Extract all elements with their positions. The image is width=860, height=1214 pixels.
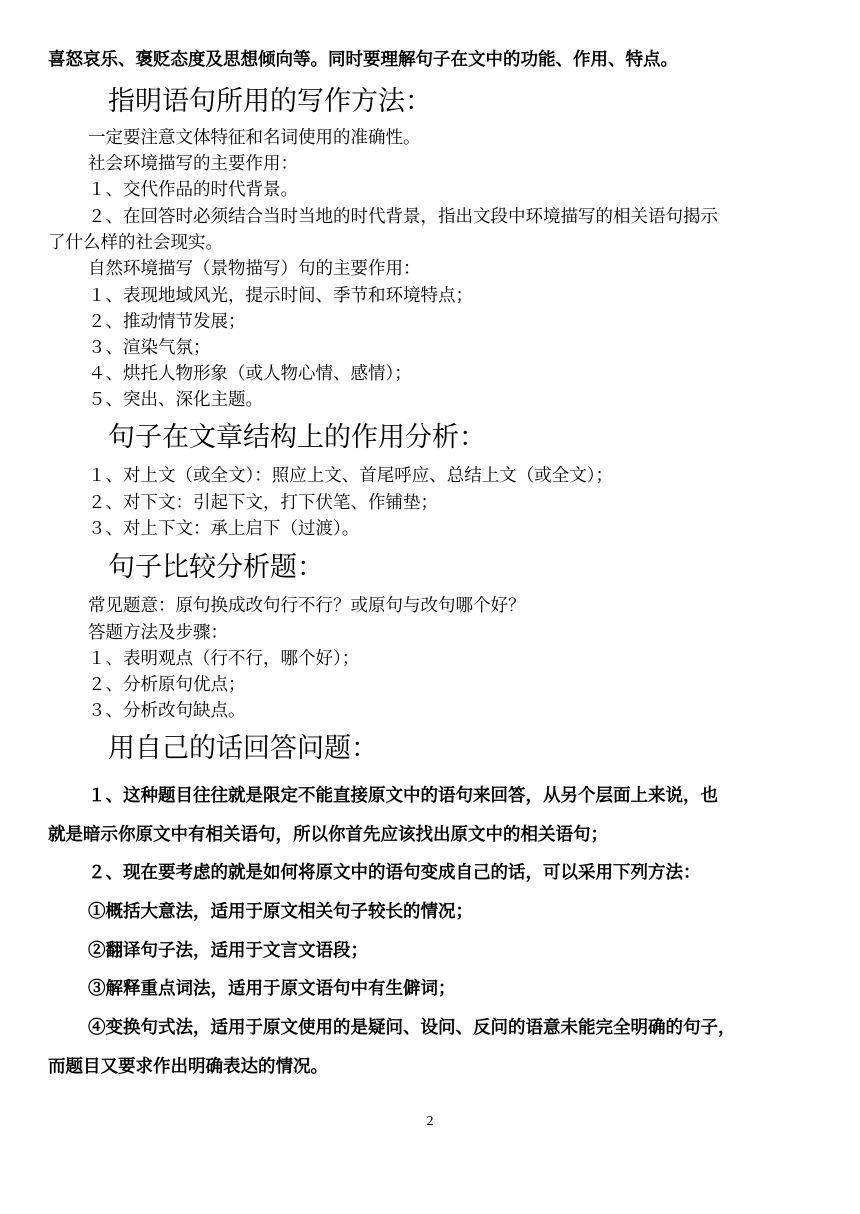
text-line: 答题方法及步骤：: [88, 623, 228, 643]
text-line: ５、突出、深化主题。: [88, 390, 263, 410]
text-line: ２、分析原句优点；: [88, 675, 246, 695]
text-line: 常见题意：原句换成改句行不行？或原句与改句哪个好？: [88, 596, 526, 616]
text-line: ２、对下文：引起下文，打下伏笔、作铺垫；: [88, 493, 438, 513]
text-line: 自然环境描写（景物描写）句的主要作用：: [88, 259, 421, 279]
intro-line: 喜怒哀乐、褒贬态度及思想倾向等。同时要理解句子在文中的功能、作用、特点。: [48, 50, 678, 70]
page-number: 2: [426, 1114, 434, 1129]
text-line: ③解释重点词法，适用于原文语句中有生僻词；: [88, 979, 456, 999]
section-heading-own-words: 用自己的话回答问题：: [108, 733, 378, 764]
text-line: ３、对上下文：承上启下（过渡）。: [88, 519, 360, 539]
text-line: ②翻译句子法，适用于文言文语段；: [88, 941, 368, 961]
section-heading-structure: 句子在文章结构上的作用分析：: [108, 422, 486, 453]
text-line: ３、渲染气氛；: [88, 338, 211, 358]
text-line: ④变换句式法，适用于原文使用的是疑问、设问、反问的语意未能完全明确的句子，: [88, 1018, 736, 1038]
text-line: １、交代作品的时代背景。: [88, 180, 298, 200]
text-line: ２、现在要考虑的就是如何将原文中的语句变成自己的话，可以采用下列方法：: [88, 863, 701, 883]
text-line: 就是暗示你原文中有相关语句，所以你首先应该找出原文中的相关语句；: [48, 825, 608, 845]
text-line: 了什么样的社会现实。: [48, 233, 223, 253]
text-line: １、对上文（或全文）：照应上文、首尾呼应、总结上文（或全文）；: [88, 466, 613, 486]
text-line: ①概括大意法，适用于原文相关句子较长的情况；: [88, 902, 473, 922]
text-line: 一定要注意文体特征和名词使用的准确性。: [88, 128, 421, 148]
text-line: １、表现地域风光，提示时间、季节和环境特点；: [88, 286, 473, 306]
text-line: 社会环境描写的主要作用：: [88, 154, 298, 174]
text-line: ４、烘托人物形象（或人物心情、感情）；: [88, 364, 412, 384]
text-line: ３、分析改句缺点。: [88, 701, 246, 721]
text-line: ２、在回答时必须结合当时当地的时代背景，指出文段中环境描写的相关语句揭示: [88, 207, 718, 227]
text-line: １、这种题目往往就是限定不能直接原文中的语句来回答，从另个层面上来说，也: [88, 786, 718, 806]
text-line: 而题目又要求作出明确表达的情况。: [48, 1057, 328, 1077]
section-heading-writing-method: 指明语句所用的写作方法：: [108, 86, 432, 117]
section-heading-comparison: 句子比较分析题：: [108, 552, 324, 583]
text-line: ２、推动情节发展；: [88, 312, 246, 332]
text-line: １、表明观点（行不行，哪个好）；: [88, 649, 360, 669]
